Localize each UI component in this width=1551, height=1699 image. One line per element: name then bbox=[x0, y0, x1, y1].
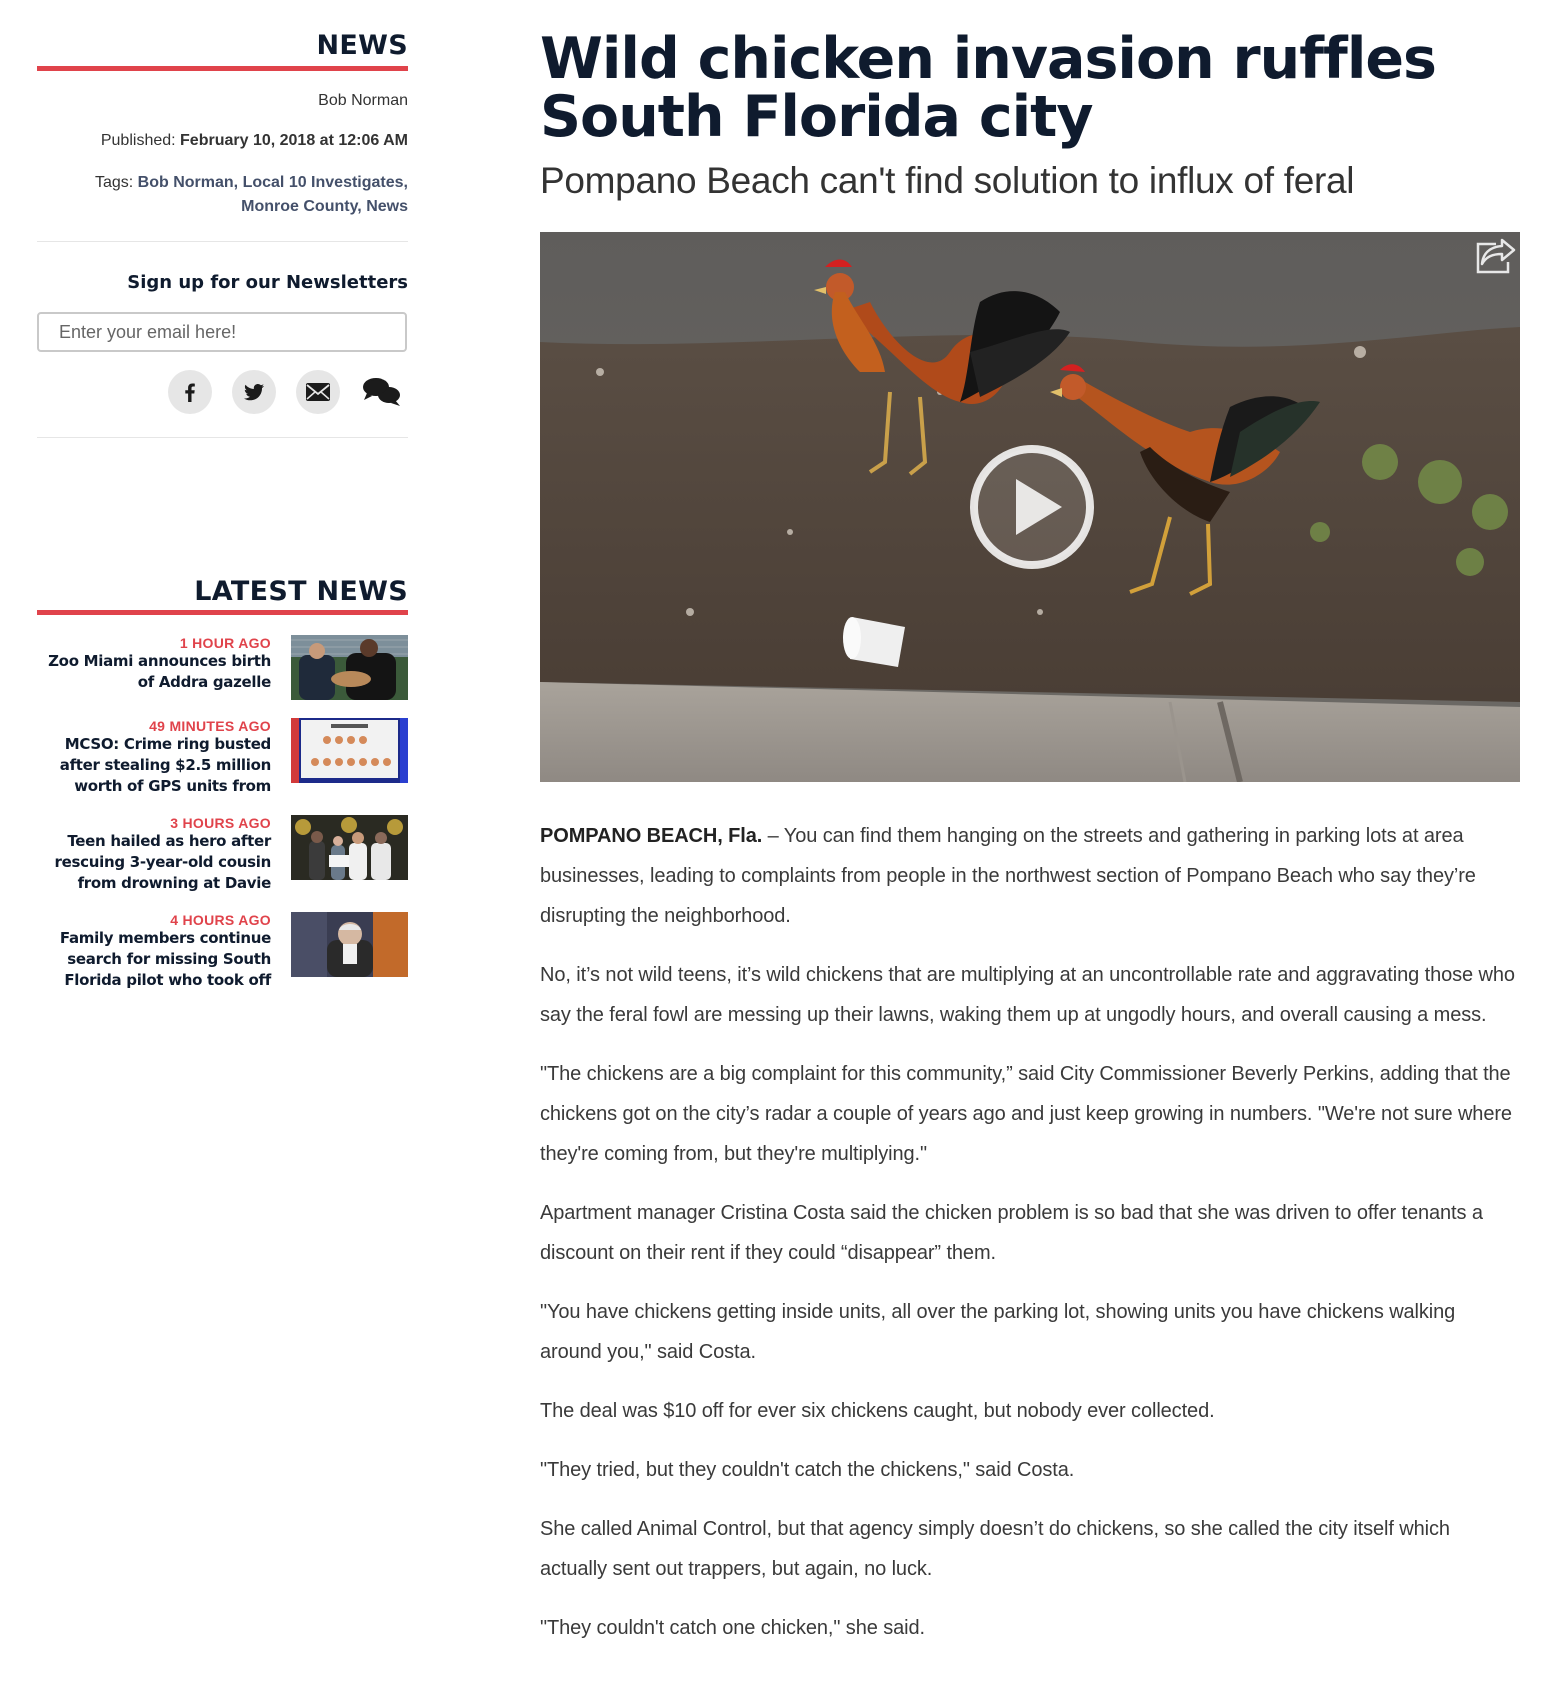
section-title[interactable]: NEWS bbox=[37, 29, 408, 71]
tags-list: Tags: Bob Norman, Local 10 Investigates, Monroe County, News bbox=[94, 174, 408, 215]
latest-news-item[interactable] bbox=[37, 815, 408, 894]
video-player[interactable] bbox=[540, 232, 1520, 782]
article-sidebar bbox=[37, 0, 408, 1009]
latest-news-item[interactable] bbox=[37, 912, 408, 991]
latest-news-time: 49 MINUTES AGO bbox=[149, 718, 271, 734]
comments-button[interactable] bbox=[360, 370, 404, 414]
share-icon[interactable] bbox=[1472, 236, 1516, 276]
article bbox=[540, 0, 1520, 1667]
latest-news-headline[interactable]: Zoo Miami announces birth of Addra gazelle bbox=[48, 652, 271, 691]
article-paragraph: "You have chickens getting inside units, all over the parking lot, showing units you have chickens walking around you," said Costa. bbox=[540, 1301, 1456, 1363]
divider bbox=[37, 241, 408, 242]
tag-link[interactable]: Monroe County bbox=[241, 198, 358, 215]
article-body bbox=[540, 816, 1520, 1648]
latest-news-thumbnail[interactable] bbox=[291, 912, 408, 977]
article-dateline: POMPANO BEACH, Fla. bbox=[540, 825, 763, 847]
latest-news-time: 1 HOUR AGO bbox=[179, 635, 271, 651]
facebook-share-button[interactable] bbox=[168, 370, 212, 414]
article-paragraph: "The chickens are a big complaint for this community,” said City Commissioner Beverly Perkins, adding that the chickens got on the city’s radar a couple of years ago and just keep growing in numbers. "We're not sure where they're coming from, but they're multiplying." bbox=[540, 1063, 1512, 1165]
article-paragraph: She called Animal Control, but that agency simply doesn’t do chickens, so she called the city itself which actually sent out trappers, but again, no luck. bbox=[540, 1518, 1450, 1580]
article-paragraph: No, it’s not wild teens, it’s wild chickens that are multiplying at an uncontrollable rate and aggravating those who say the feral fowl are messing up their lawns, waking them up at ungodly hours, and overall causing a mess. bbox=[540, 964, 1515, 1026]
latest-news-title: LATEST NEWS bbox=[37, 575, 408, 615]
latest-news-thumbnail[interactable] bbox=[291, 635, 408, 700]
divider bbox=[37, 437, 408, 438]
social-share-bar bbox=[37, 370, 408, 414]
article-subhead: Pompano Beach can't find solution to influx of feral bbox=[540, 160, 1355, 201]
tag-link[interactable]: Local 10 Investigates bbox=[242, 174, 404, 191]
author-name[interactable]: Bob Norman bbox=[318, 92, 408, 109]
play-icon[interactable] bbox=[968, 443, 1096, 571]
tag-link[interactable]: Bob Norman bbox=[137, 174, 234, 191]
article-headline: Wild chicken invasion ruffles South Florida city bbox=[540, 26, 1436, 150]
latest-news-time: 3 HOURS AGO bbox=[170, 815, 271, 831]
latest-news-item[interactable] bbox=[37, 718, 408, 797]
comments-icon bbox=[362, 375, 402, 409]
newsletter-title: Sign up for our Newsletters bbox=[127, 272, 408, 293]
email-icon bbox=[305, 382, 331, 402]
latest-news-thumbnail[interactable] bbox=[291, 718, 408, 783]
latest-news-headline[interactable]: Teen hailed as hero after rescuing 3-year-old cousin from drowning at Davie bbox=[54, 832, 271, 892]
twitter-icon bbox=[241, 380, 267, 404]
article-paragraph: Apartment manager Cristina Costa said the chicken problem is so bad that she was driven to offer tenants a discount on their rent if they could “disappear” them. bbox=[540, 1202, 1483, 1264]
article-paragraph: The deal was $10 off for ever six chickens caught, but nobody ever collected. bbox=[540, 1400, 1215, 1422]
latest-news-item[interactable] bbox=[37, 635, 408, 700]
newsletter-email-input[interactable] bbox=[37, 312, 407, 352]
article-paragraph: "They couldn't catch one chicken," she said. bbox=[540, 1617, 925, 1639]
latest-news-headline[interactable]: MCSO: Crime ring busted after stealing $2.5 million worth of GPS units from bbox=[59, 735, 271, 795]
latest-news-time: 4 HOURS AGO bbox=[170, 912, 271, 928]
twitter-share-button[interactable] bbox=[232, 370, 276, 414]
article-paragraph: POMPANO BEACH, Fla. – You can find them hanging on the streets and gathering in parking lots at area businesses, leading to complaints from people in the northwest section of Pompano Beach who say they’re disrupting the neighborhood. bbox=[540, 825, 1476, 927]
article-paragraph: "They tried, but they couldn't catch the chickens," said Costa. bbox=[540, 1459, 1075, 1481]
email-share-button[interactable] bbox=[296, 370, 340, 414]
facebook-icon bbox=[178, 380, 202, 404]
tag-link[interactable]: News bbox=[366, 198, 408, 215]
latest-news-thumbnail[interactable] bbox=[291, 815, 408, 880]
latest-news-headline[interactable]: Family members continue search for missing South Florida pilot who took off bbox=[59, 929, 271, 989]
published-date: Published: February 10, 2018 at 12:06 AM bbox=[100, 132, 408, 149]
latest-news-list bbox=[37, 635, 408, 991]
